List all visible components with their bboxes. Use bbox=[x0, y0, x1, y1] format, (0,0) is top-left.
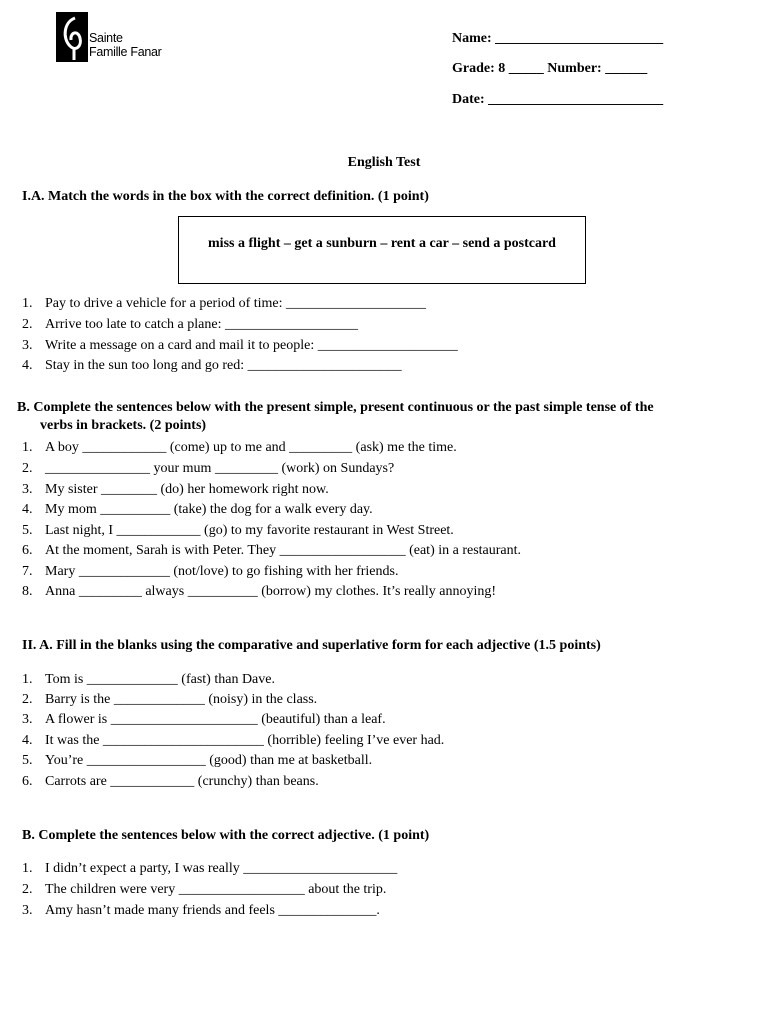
item-number: 1. bbox=[22, 861, 33, 876]
item-text[interactable]: At the moment, Sarah is with Peter. They __________________ (eat) in a restaurant. bbox=[45, 543, 522, 558]
item-text[interactable]: Tom is _____________ (fast) than Dave. bbox=[45, 672, 275, 687]
item-text[interactable]: My mom __________ (take) the dog for a walk every day. bbox=[45, 502, 373, 517]
item-number: 1. bbox=[22, 296, 33, 311]
logo-text bbox=[89, 31, 162, 59]
item-number: 1. bbox=[22, 440, 33, 455]
item-number: 5. bbox=[22, 523, 33, 538]
item-text[interactable]: Amy hasn’t made many friends and feels ______________. bbox=[45, 903, 380, 918]
page-title: English Test bbox=[347, 155, 421, 170]
section-1a-heading: I.A. Match the words in the box with the correct definition. (1 point) bbox=[22, 189, 429, 204]
item-number: 6. bbox=[22, 543, 33, 558]
item-number: 4. bbox=[22, 502, 33, 517]
item-text[interactable]: You’re _________________ (good) than me at basketball. bbox=[45, 753, 373, 768]
grade-label: Grade: 8 bbox=[452, 61, 506, 76]
item-number: 7. bbox=[22, 564, 33, 579]
item-text[interactable]: Last night, I ____________ (go) to my favorite restaurant in West Street. bbox=[45, 523, 454, 538]
item-text[interactable]: A boy ____________ (come) up to me and _________ (ask) me the time. bbox=[45, 440, 457, 455]
item-text[interactable]: Arrive too late to catch a plane: ___________________ bbox=[45, 317, 358, 332]
item-text[interactable]: Write a message on a card and mail it to people: ____________________ bbox=[45, 338, 458, 353]
logo-line-2: Famille Fanar bbox=[89, 45, 162, 59]
item-number: 1. bbox=[22, 672, 33, 687]
grade-blank[interactable]: _____ bbox=[508, 61, 544, 76]
section-2b-heading: B. Complete the sentences below with the correct adjective. (1 point) bbox=[22, 828, 430, 843]
logo-emblem-icon bbox=[56, 12, 90, 64]
item-number: 3. bbox=[22, 338, 33, 353]
word-box-text: miss a flight – get a sunburn – rent a car – send a postcard bbox=[208, 236, 556, 251]
date-field[interactable] bbox=[452, 92, 663, 108]
item-number: 2. bbox=[22, 317, 33, 332]
item-text[interactable]: Anna _________ always __________ (borrow) my clothes. It’s really annoying! bbox=[45, 584, 497, 599]
item-text[interactable]: Stay in the sun too long and go red: ______________________ bbox=[45, 358, 402, 373]
name-label: Name: bbox=[452, 31, 492, 46]
item-number: 4. bbox=[22, 733, 33, 748]
item-text[interactable]: Carrots are ____________ (crunchy) than beans. bbox=[45, 774, 319, 789]
grade-number-field[interactable] bbox=[452, 61, 647, 77]
school-logo bbox=[56, 12, 166, 64]
item-text[interactable]: It was the _______________________ (horrible) feeling I’ve ever had. bbox=[45, 733, 445, 748]
item-number: 3. bbox=[22, 482, 33, 497]
section-2a-heading: II. A. Fill in the blanks using the comparative and superlative form for each adjective (1.5 points) bbox=[22, 638, 601, 653]
item-number: 8. bbox=[22, 584, 33, 599]
item-text[interactable]: The children were very __________________ about the trip. bbox=[45, 882, 387, 897]
item-text[interactable]: Barry is the _____________ (noisy) in the class. bbox=[45, 692, 318, 707]
item-text[interactable]: Mary _____________ (not/love) to go fishing with her friends. bbox=[45, 564, 399, 579]
section-1b-heading: B. Complete the sentences below with the present simple, present continuous or the past simple tense of the bbox=[17, 400, 654, 415]
logo-line-1: Sainte bbox=[89, 31, 123, 45]
item-text[interactable]: I didn’t expect a party, I was really ______________________ bbox=[45, 861, 398, 876]
number-blank[interactable]: ______ bbox=[605, 61, 648, 76]
number-label: Number: bbox=[547, 61, 602, 76]
item-number: 3. bbox=[22, 903, 33, 918]
item-text[interactable]: Pay to drive a vehicle for a period of time: ____________________ bbox=[45, 296, 427, 311]
item-text[interactable]: _______________ your mum _________ (work) on Sundays? bbox=[45, 461, 395, 476]
item-text[interactable]: A flower is _____________________ (beautiful) than a leaf. bbox=[45, 712, 386, 727]
item-number: 3. bbox=[22, 712, 33, 727]
date-label: Date: bbox=[452, 92, 485, 107]
section-1b-heading-line2: verbs in brackets. (2 points) bbox=[40, 418, 207, 433]
item-number: 2. bbox=[22, 692, 33, 707]
name-blank[interactable]: ________________________ bbox=[495, 31, 664, 46]
item-number: 2. bbox=[22, 461, 33, 476]
word-box bbox=[178, 216, 586, 284]
name-field[interactable] bbox=[452, 31, 663, 47]
item-number: 5. bbox=[22, 753, 33, 768]
item-number: 6. bbox=[22, 774, 33, 789]
item-number: 2. bbox=[22, 882, 33, 897]
item-text[interactable]: My sister ________ (do) her homework right now. bbox=[45, 482, 329, 497]
item-number: 4. bbox=[22, 358, 33, 373]
date-blank[interactable]: _________________________ bbox=[488, 92, 664, 107]
